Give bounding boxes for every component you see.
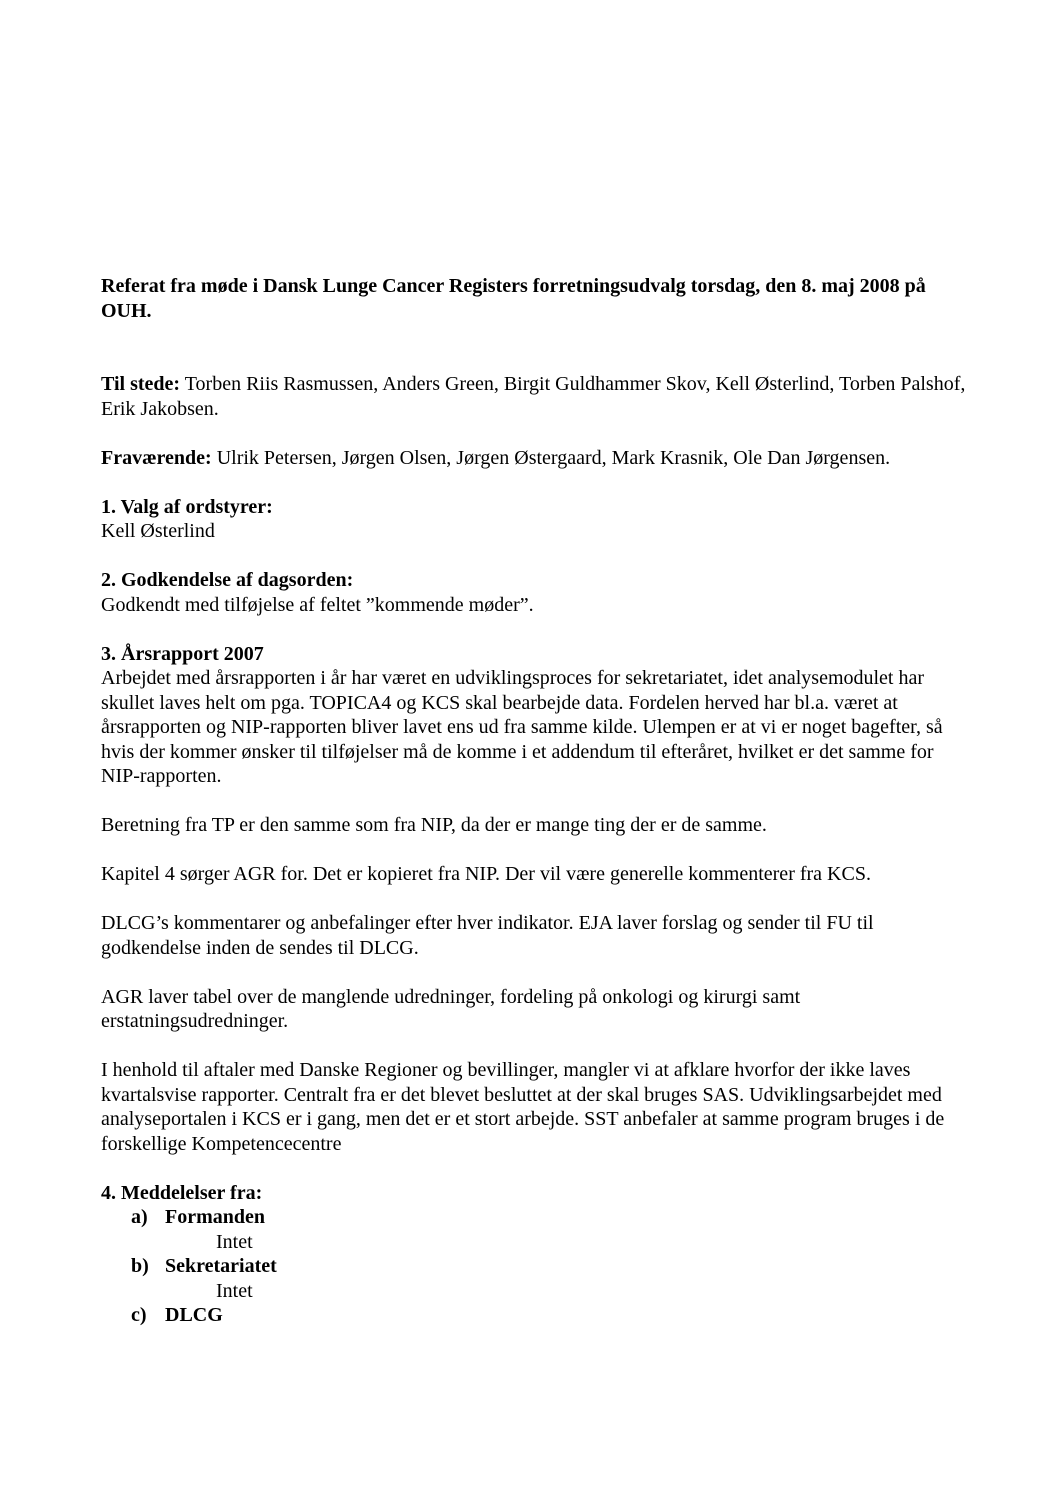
spacer bbox=[101, 789, 971, 814]
present-label: Til stede: bbox=[101, 373, 181, 395]
spacer bbox=[101, 1156, 971, 1181]
section-2-text: Godkendt med tilføjelse af feltet ”kommende møder”. bbox=[101, 593, 534, 616]
section-1-heading: 1. Valg af ordstyrer: bbox=[101, 495, 273, 518]
spacer bbox=[101, 960, 971, 985]
spacer bbox=[101, 1034, 971, 1059]
list-item-label: Formanden bbox=[165, 1206, 265, 1228]
list-item-text: Intet bbox=[216, 1279, 253, 1302]
spacer bbox=[101, 470, 971, 495]
spacer bbox=[101, 887, 971, 912]
section-3-paragraph: I henhold til aftaler med Danske Regioner og bevillinger, mangler vi at afklare hvorfor der ikke laves kvartalsvise rapporter. Centralt fra er det blevet besluttet at der skal bruges SAS. Udviklingsarbejdet med analyseportalen i KCS er i gang, men det er et stort arbejde. SST anbefaler at samme program bruges i de forskellige Kompetencecentre bbox=[101, 1059, 945, 1155]
section-3-paragraph: Kapitel 4 sørger AGR for. Det er kopieret fra NIP. Der vil være generelle kommenterer fra KCS. bbox=[101, 863, 871, 885]
section-4-heading: 4. Meddelelser fra: bbox=[101, 1181, 263, 1204]
present-paragraph bbox=[101, 372, 971, 421]
absent-paragraph bbox=[101, 446, 971, 471]
section-1-text: Kell Østerlind bbox=[101, 520, 215, 542]
absent-text: Ulrik Petersen, Jørgen Olsen, Jørgen Østergaard, Mark Krasnik, Ole Dan Jørgensen. bbox=[211, 446, 891, 469]
absent-label: Fraværende: bbox=[101, 446, 212, 469]
spacer bbox=[101, 544, 971, 569]
section-2-heading: 2. Godkendelse af dagsorden: bbox=[101, 569, 354, 591]
document-title: Referat fra møde i Dansk Lunge Cancer Registers forretningsudvalg torsdag, den 8. maj 2008 på OUH. bbox=[101, 275, 926, 322]
document-page bbox=[101, 274, 971, 1328]
list-item-text: Intet bbox=[216, 1230, 253, 1253]
section-3-paragraph: Arbejdet med årsrapporten i år har været en udviklingsproces for sekretariatet, idet analysemodulet har skullet laves helt om pga. TOPICA4 og KCS skal bearbejde data. Fordelen herved har bl.a. været at årsrapporten og NIP-rapporten bliver lavet ens ud fra samme kilde. Ulempen er at vi er noget bagefter, så hvis der kommer ønsker til tilføjelser må de komme i et addendum til efteråret, hvilket er det samme for NIP-rapporten. bbox=[101, 667, 943, 787]
list-item-label: DLCG bbox=[165, 1304, 223, 1326]
section-3-paragraph: DLCG’s kommentarer og anbefalinger efter hver indikator. EJA laver forslag og sender til FU til godkendelse inden de sendes til DLCG. bbox=[101, 912, 874, 959]
spacer bbox=[101, 421, 971, 446]
list-item bbox=[101, 1254, 971, 1279]
section-3-paragraph: AGR laver tabel over de manglende udredninger, fordeling på onkologi og kirurgi samt erstatningsudredninger. bbox=[101, 985, 801, 1032]
section-3-paragraph: Beretning fra TP er den samme som fra NIP, da der er mange ting der er de samme. bbox=[101, 814, 767, 836]
list-item bbox=[101, 1205, 971, 1230]
announcements-list bbox=[101, 1205, 971, 1328]
list-item bbox=[101, 1303, 971, 1328]
list-item-label: Sekretariatet bbox=[165, 1255, 277, 1277]
spacer bbox=[101, 617, 971, 642]
list-marker: c) bbox=[131, 1304, 147, 1326]
spacer bbox=[101, 838, 971, 863]
list-marker: b) bbox=[131, 1255, 149, 1277]
present-text: Torben Riis Rasmussen, Anders Green, Birgit Guldhammer Skov, Kell Østerlind, Torben Palshof, Erik Jakobsen. bbox=[101, 373, 966, 420]
spacer bbox=[101, 323, 971, 372]
section-3-heading: 3. Årsrapport 2007 bbox=[101, 642, 264, 665]
list-marker: a) bbox=[131, 1206, 148, 1228]
